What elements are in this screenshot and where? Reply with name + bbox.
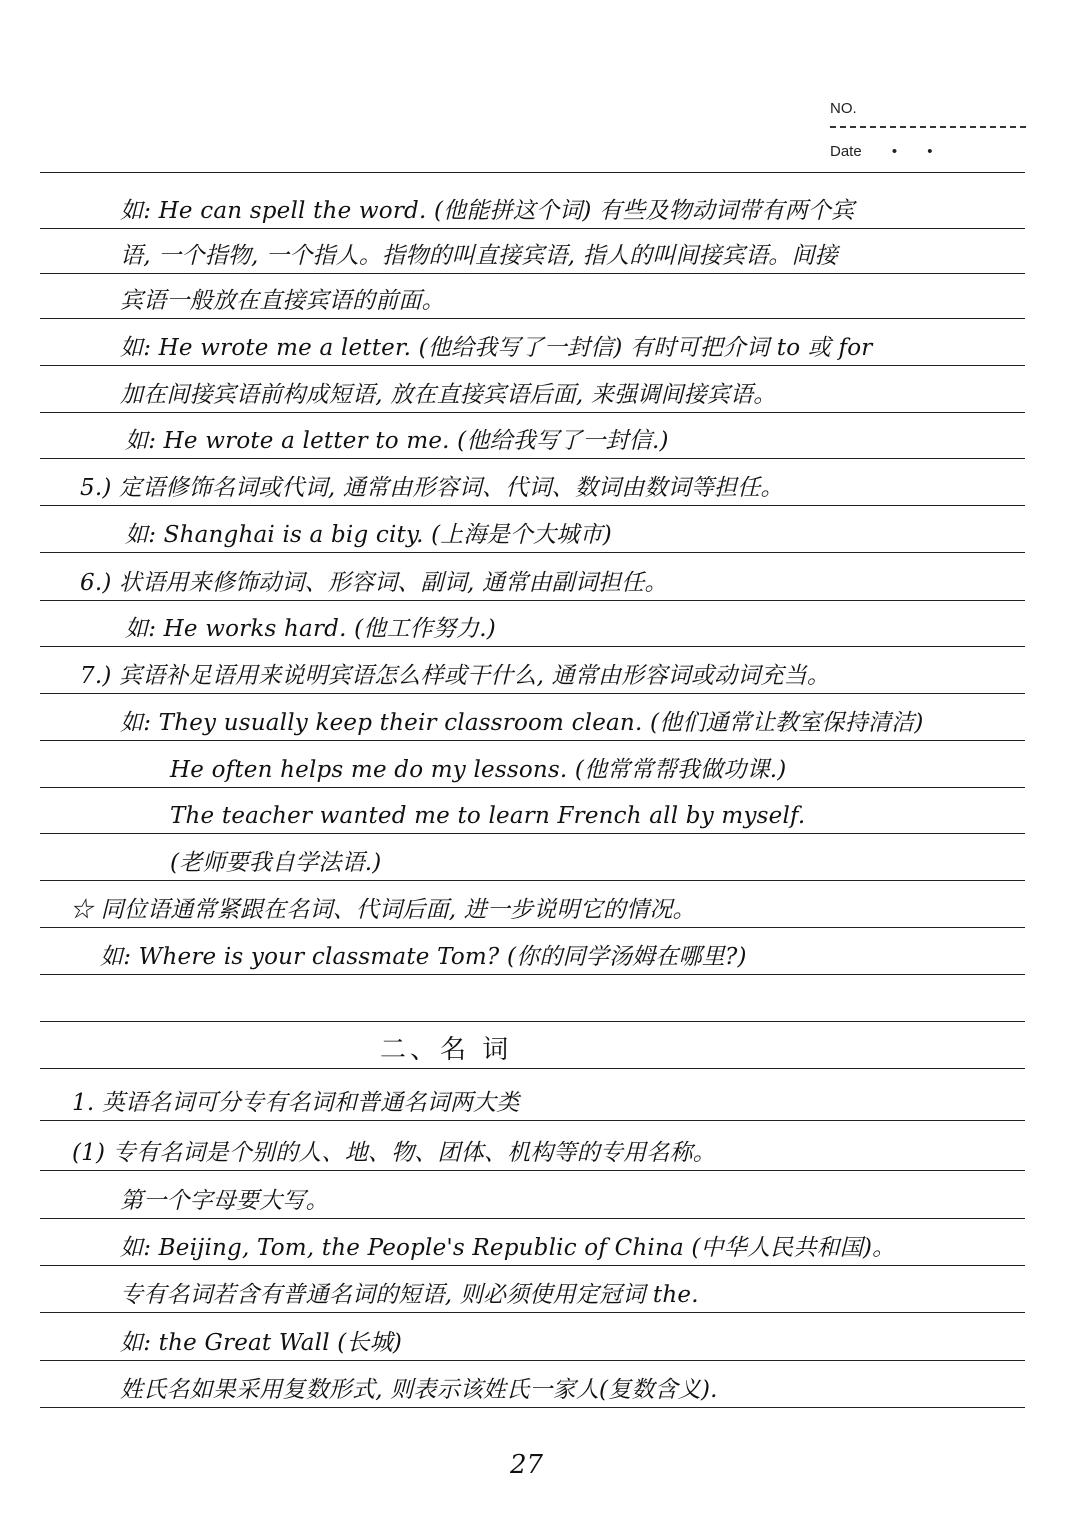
text-line: 6.) 状语用来修饰动词、形容词、副词, 通常由副词担任。 [80, 570, 668, 596]
date-label: Date [830, 143, 862, 160]
ruled-line [40, 1021, 1025, 1022]
text-line: ☆ 同位语通常紧跟在名词、代词后面, 进一步说明它的情况。 [70, 897, 696, 923]
ruled-line [40, 1218, 1025, 1219]
ruled-line [40, 646, 1025, 647]
ruled-line [40, 833, 1025, 834]
text-line: 宾语一般放在直接宾语的前面。 [120, 288, 445, 314]
text-line: 姓氏名如果采用复数形式, 则表示该姓氏一家人(复数含义). [120, 1377, 718, 1403]
text-line: 如: He wrote a letter to me. (他给我写了一封信.) [125, 428, 669, 454]
text-line: 如: Where is your classmate Tom? (你的同学汤姆在哪里?) [100, 944, 747, 970]
header-date-label [830, 143, 933, 160]
text-line: 5.) 定语修饰名词或代词, 通常由形容词、代词、数词由数词等担任。 [80, 475, 784, 501]
text-line: 1. 英语名词可分专有名词和普通名词两大类 [72, 1090, 520, 1116]
header-no-label: NO. [830, 100, 857, 117]
ruled-line [40, 787, 1025, 788]
ruled-line [40, 1265, 1025, 1266]
ruled-line [40, 1312, 1025, 1313]
ruled-line [40, 1360, 1025, 1361]
ruled-line [40, 880, 1025, 881]
text-line: He often helps me do my lessons. (他常常帮我做功课.) [170, 757, 787, 783]
date-dot-1: • [891, 143, 898, 160]
ruled-line [40, 458, 1025, 459]
ruled-line [40, 1120, 1025, 1121]
header-dashed-line [830, 126, 1026, 128]
text-line: The teacher wanted me to learn French all by myself. [170, 803, 806, 829]
section-heading: 二、名 词 [380, 1035, 513, 1065]
text-line: 如: He works hard. (他工作努力.) [125, 616, 496, 642]
text-line: 专有名词若含有普通名词的短语, 则必须使用定冠词 the. [120, 1282, 699, 1308]
date-dot-2: • [927, 143, 933, 160]
ruled-line [40, 974, 1025, 975]
ruled-line [40, 228, 1025, 229]
ruled-line [40, 365, 1025, 366]
text-line: 如: Shanghai is a big city. (上海是个大城市) [125, 522, 612, 548]
page-number: 27 [510, 1450, 544, 1480]
text-line: 如: the Great Wall (长城) [120, 1330, 403, 1356]
text-line: 如: They usually keep their classroom clean. (他们通常让教室保持清洁) [120, 710, 924, 736]
text-line: 7.) 宾语补足语用来说明宾语怎么样或干什么, 通常由形容词或动词充当。 [80, 663, 831, 689]
ruled-line [40, 1170, 1025, 1171]
ruled-line [40, 740, 1025, 741]
text-line: 语, 一个指物, 一个指人。指物的叫直接宾语, 指人的叫间接宾语。间接 [120, 243, 838, 269]
ruled-line [40, 552, 1025, 553]
ruled-line [40, 505, 1025, 506]
ruled-line [40, 412, 1025, 413]
ruled-line [40, 600, 1025, 601]
text-line: (1) 专有名词是个别的人、地、物、团体、机构等的专用名称。 [72, 1140, 716, 1166]
ruled-line [40, 693, 1025, 694]
ruled-line [40, 1407, 1025, 1408]
ruled-line [40, 1068, 1025, 1069]
ruled-line [40, 172, 1025, 173]
text-line: 加在间接宾语前构成短语, 放在直接宾语后面, 来强调间接宾语。 [120, 382, 777, 408]
ruled-line [40, 273, 1025, 274]
ruled-line [40, 318, 1025, 319]
text-line: 如: Beijing, Tom, the People's Republic of China (中华人民共和国)。 [120, 1235, 896, 1261]
ruled-line [40, 927, 1025, 928]
text-line: (老师要我自学法语.) [170, 850, 382, 876]
text-line: 第一个字母要大写。 [120, 1188, 329, 1214]
text-line: 如: He wrote me a letter. (他给我写了一封信) 有时可把介词 to 或 for [120, 335, 873, 361]
text-line: 如: He can spell the word. (他能拼这个词) 有些及物动词带有两个宾 [120, 198, 855, 224]
